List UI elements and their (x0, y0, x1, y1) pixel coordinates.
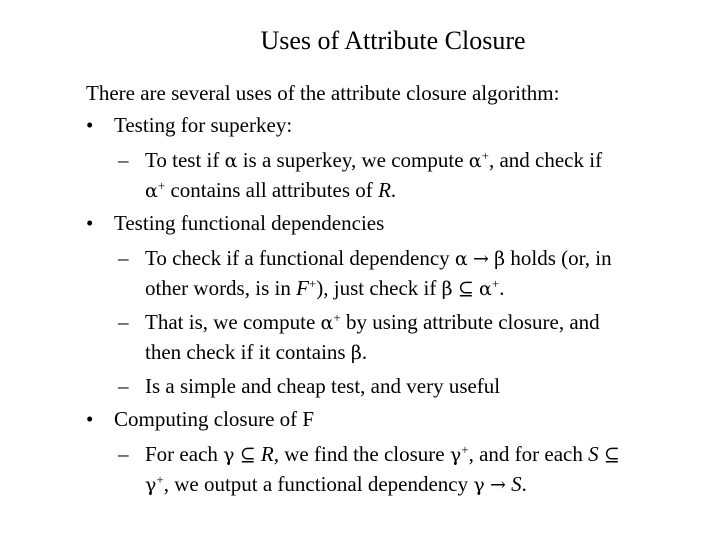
plus-superscript: + (157, 177, 166, 193)
gamma-symbol: γ (145, 474, 157, 496)
text: For each (145, 442, 224, 466)
text: To test if (145, 148, 225, 172)
beta-symbol: β (441, 278, 453, 300)
beta-symbol: β (494, 248, 506, 270)
text: holds (or, in (505, 246, 612, 270)
fd-item1-line-2 (145, 275, 504, 302)
text: . (521, 472, 527, 496)
gamma-symbol: γ (223, 444, 235, 466)
text: Is a simple and cheap test, and very useful (145, 374, 501, 398)
closure-item-line-2 (145, 471, 527, 498)
fd-set-f: F (296, 276, 309, 300)
text: other words, is in (145, 276, 297, 300)
subseteq-symbol: ⊆ (603, 444, 620, 466)
bullet-label: Testing functional dependencies (114, 211, 385, 235)
alpha-symbol: α (224, 150, 238, 172)
text: . (390, 178, 397, 202)
text: . (499, 276, 505, 300)
plus-superscript: + (156, 471, 164, 487)
subseteq-symbol: ⊆ (239, 444, 256, 466)
text: , and for each (468, 442, 589, 466)
gamma-symbol: γ (473, 474, 485, 496)
intro-text: There are several uses of the attribute closure algorithm: (86, 81, 560, 105)
alpha-symbol: α (145, 180, 158, 202)
arrow-symbol: → (473, 248, 489, 270)
dash: – (118, 148, 129, 172)
attribute-set-s: S (588, 442, 599, 466)
alpha-symbol: α (320, 312, 334, 334)
bullet-testing-fd (86, 210, 384, 236)
superkey-item-line-1 (118, 147, 602, 174)
gamma-symbol: γ (449, 444, 462, 466)
plus-superscript: + (333, 309, 341, 325)
fd-item2-line-1 (118, 309, 600, 336)
fd-item1-line-1 (118, 245, 612, 272)
dash: – (118, 374, 129, 398)
text: . (361, 340, 368, 364)
bullet-dot: • (86, 211, 94, 235)
slide-title: Uses of Attribute Closure (260, 26, 526, 55)
text: contains all attributes of (165, 178, 379, 202)
bullet-dot: • (86, 407, 94, 431)
text: we find the closure (279, 442, 450, 466)
bullet-label: Testing for superkey: (114, 113, 293, 137)
dash: – (118, 246, 129, 270)
fd-item3 (118, 373, 500, 399)
relation-r: R, (260, 442, 279, 466)
closure-item-line-1 (118, 441, 620, 468)
fd-item2-line-2 (145, 339, 367, 366)
bullet-label: Computing closure of F (114, 407, 315, 431)
text: That is, we compute (145, 310, 321, 334)
beta-symbol: β (350, 342, 362, 364)
text: To check if a functional dependency (145, 246, 455, 270)
plus-superscript: + (308, 275, 317, 291)
arrow-symbol: → (489, 474, 506, 496)
attribute-set-s: S (511, 472, 522, 496)
bullet-dot: • (86, 113, 94, 137)
plus-superscript: + (461, 441, 469, 457)
alpha-symbol: α (454, 248, 468, 270)
alpha-symbol: α (468, 150, 482, 172)
text: , and check if (488, 148, 603, 172)
plus-superscript: + (491, 275, 500, 291)
alpha-symbol: α (479, 278, 492, 300)
bullet-testing-superkey (86, 112, 292, 138)
bullet-computing-closure (86, 406, 314, 432)
text: ), just check if (316, 276, 442, 300)
plus-superscript: + (481, 147, 489, 163)
text: by using attribute closure, and (340, 310, 600, 334)
superkey-item-line-2 (145, 177, 396, 204)
dash: – (118, 310, 129, 334)
text: is a superkey, we compute (237, 148, 469, 172)
relation-r: R (378, 178, 391, 202)
text: then check if it contains (145, 340, 351, 364)
text: , we output a functional dependency (163, 472, 474, 496)
subseteq-symbol: ⊆ (457, 278, 474, 300)
dash: – (118, 442, 129, 466)
